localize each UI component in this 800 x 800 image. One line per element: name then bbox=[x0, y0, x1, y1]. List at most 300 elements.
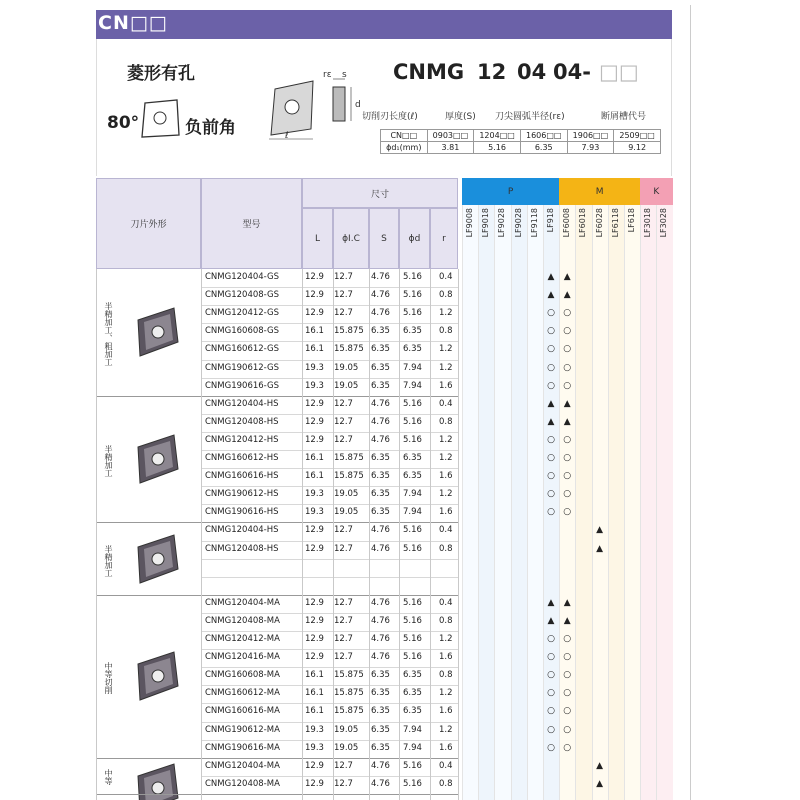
intro-panel bbox=[96, 39, 672, 176]
applicable-mark: ○ bbox=[547, 507, 555, 518]
applicable-mark: ○ bbox=[547, 434, 555, 445]
recommended-mark: ▲ bbox=[596, 760, 604, 771]
cell-model: CNMG160608-GS bbox=[205, 326, 280, 337]
cell-r: 1.2 bbox=[439, 489, 453, 500]
table-row bbox=[201, 577, 672, 595]
recommended-mark: ▲ bbox=[547, 398, 555, 409]
cell-ic: 12.7 bbox=[334, 652, 353, 663]
cell-model: CNMG190616-HS bbox=[205, 507, 279, 518]
cell-model: CNMG120408-HS bbox=[205, 416, 279, 427]
cell-s: 4.76 bbox=[371, 652, 390, 663]
ref-row-sizes bbox=[381, 130, 661, 142]
insert-angle: 80° bbox=[107, 113, 140, 133]
cell-l: 19.3 bbox=[305, 362, 324, 373]
table-row bbox=[201, 341, 672, 359]
table-row bbox=[201, 613, 672, 631]
applicable-mark: ○ bbox=[563, 706, 572, 717]
recommended-mark: ▲ bbox=[563, 290, 571, 301]
table-row bbox=[201, 414, 672, 432]
table-row bbox=[201, 631, 672, 649]
cell-s: 4.76 bbox=[371, 434, 390, 445]
cell-d: 6.35 bbox=[403, 670, 422, 681]
grade-label: LF9018 bbox=[481, 208, 491, 238]
table-row bbox=[201, 776, 672, 794]
column-divider bbox=[114, 269, 115, 800]
cell-l: 12.9 bbox=[305, 760, 324, 771]
cell-ic: 12.7 bbox=[334, 308, 353, 319]
table-row bbox=[201, 703, 672, 721]
header-col-s: S bbox=[369, 208, 399, 269]
cell-model: CNMG160612-HS bbox=[205, 453, 279, 463]
table-row bbox=[201, 432, 672, 450]
applicable-mark: ○ bbox=[547, 670, 555, 681]
cell-model: CNMG190612-MA bbox=[205, 724, 280, 735]
cell-s: 4.76 bbox=[371, 615, 390, 626]
column-divider bbox=[369, 269, 370, 800]
ref-cell: 1906□□ bbox=[567, 130, 614, 142]
cell-model: CNMG120408-HS bbox=[205, 543, 279, 554]
applicable-mark: ○ bbox=[563, 362, 572, 373]
cell-model: CNMG190616-GS bbox=[205, 380, 280, 391]
cell-ic: 15.875 bbox=[334, 670, 364, 681]
cell-r: 0.8 bbox=[439, 778, 453, 789]
cell-d: 5.16 bbox=[403, 434, 422, 445]
cell-model: CNMG120408-GS bbox=[205, 290, 280, 301]
rhombus-insert-icon bbox=[139, 97, 183, 141]
header-col-l: L bbox=[302, 208, 333, 269]
applicable-mark: ○ bbox=[547, 344, 555, 355]
cell-l: 12.9 bbox=[305, 525, 324, 536]
cell-model: CNMG120404-HS bbox=[205, 398, 279, 409]
cell-s: 6.35 bbox=[371, 362, 390, 373]
table-row bbox=[201, 758, 672, 776]
table-row bbox=[201, 685, 672, 703]
caption-length: 切削刃长度(ℓ) bbox=[362, 112, 418, 122]
table-row bbox=[201, 541, 672, 559]
group-label: 半精加工 bbox=[104, 445, 113, 478]
applicable-mark: ○ bbox=[547, 652, 555, 663]
cell-l: 19.3 bbox=[305, 489, 324, 500]
table-row bbox=[201, 378, 672, 396]
column-divider bbox=[201, 269, 202, 800]
cell-d: 6.35 bbox=[403, 688, 422, 699]
applicable-mark: ○ bbox=[563, 380, 572, 391]
cell-s: 4.76 bbox=[371, 290, 390, 301]
table-row bbox=[201, 450, 672, 468]
cell-l: 16.1 bbox=[305, 471, 324, 482]
grade-label: LF918 bbox=[546, 208, 555, 233]
applicable-mark: ○ bbox=[563, 344, 572, 355]
code-prefix: CNMG bbox=[393, 60, 465, 84]
grade-label: LF3018 bbox=[643, 208, 653, 238]
column-divider bbox=[458, 269, 459, 800]
cell-r: 0.8 bbox=[439, 416, 453, 427]
table-row bbox=[201, 595, 672, 613]
table-row bbox=[201, 323, 672, 341]
grade-label: LF9008 bbox=[465, 208, 474, 238]
header-col-ic: ϕI.C bbox=[333, 208, 369, 269]
recommended-mark: ▲ bbox=[547, 290, 555, 301]
cell-r: 1.6 bbox=[439, 706, 453, 717]
grade-label: LF6028 bbox=[594, 208, 604, 238]
cell-s: 4.76 bbox=[371, 760, 390, 771]
cell-l: 16.1 bbox=[305, 453, 324, 463]
recommended-mark: ▲ bbox=[596, 525, 604, 536]
cell-r: 1.6 bbox=[439, 742, 453, 753]
cell-l: 16.1 bbox=[305, 670, 324, 681]
cell-model: CNMG120412-GS bbox=[205, 308, 280, 319]
applicable-mark: ○ bbox=[547, 453, 555, 463]
cell-s: 6.35 bbox=[371, 724, 390, 735]
cell-model: CNMG120404-MA bbox=[205, 760, 280, 771]
cell-l: 12.9 bbox=[305, 543, 324, 554]
insert-photo-icon bbox=[124, 529, 188, 589]
applicable-mark: ○ bbox=[547, 688, 555, 699]
cell-ic: 12.7 bbox=[334, 434, 353, 445]
grade-group-p: P bbox=[462, 178, 559, 205]
cell-model: CNMG120404-GS bbox=[205, 272, 280, 282]
table-row bbox=[201, 360, 672, 378]
cell-s: 6.35 bbox=[371, 688, 390, 699]
cell-d: 7.94 bbox=[403, 742, 422, 753]
cell-s: 4.76 bbox=[371, 272, 390, 282]
cell-model: CNMG160616-HS bbox=[205, 471, 279, 482]
header-dims: 尺寸 bbox=[302, 178, 458, 208]
cell-model: CNMG190616-MA bbox=[205, 742, 280, 753]
cell-s: 4.76 bbox=[371, 543, 390, 554]
cell-model: CNMG120404-MA bbox=[205, 597, 280, 608]
caption-thickness: 厚度(S) bbox=[445, 112, 476, 122]
cell-ic: 12.7 bbox=[334, 416, 353, 427]
applicable-mark: ○ bbox=[547, 471, 555, 482]
cell-r: 0.8 bbox=[439, 326, 453, 337]
cell-r: 1.6 bbox=[439, 652, 453, 663]
cell-s: 4.76 bbox=[371, 778, 390, 789]
group-label: 中等 bbox=[104, 768, 113, 785]
cell-r: 1.6 bbox=[439, 507, 453, 518]
caption-radius: 刀尖圆弧半径(rε) bbox=[495, 112, 565, 122]
column-divider bbox=[302, 269, 303, 800]
cell-d: 7.94 bbox=[403, 724, 422, 735]
cell-d: 6.35 bbox=[403, 453, 422, 463]
cell-ic: 12.7 bbox=[334, 634, 353, 644]
cell-d: 5.16 bbox=[403, 760, 422, 771]
applicable-mark: ○ bbox=[563, 652, 572, 663]
section-title: CN□□ bbox=[98, 12, 168, 34]
code-radius: 04- bbox=[553, 60, 591, 84]
cell-r: 0.4 bbox=[439, 760, 453, 771]
ref-cell: 9.12 bbox=[614, 142, 661, 154]
cell-r: 1.2 bbox=[439, 434, 453, 445]
column-divider bbox=[430, 269, 431, 800]
applicable-mark: ○ bbox=[563, 724, 572, 735]
ref-row-diameters bbox=[381, 142, 661, 154]
group-divider bbox=[96, 794, 458, 795]
recommended-mark: ▲ bbox=[563, 615, 571, 626]
cell-l: 12.9 bbox=[305, 308, 324, 319]
cell-model: CNMG160608-MA bbox=[205, 670, 280, 681]
cell-d: 5.16 bbox=[403, 778, 422, 789]
ref-cell: 2509□□ bbox=[614, 130, 661, 142]
cell-r: 0.8 bbox=[439, 543, 453, 554]
cell-ic: 19.05 bbox=[334, 489, 359, 500]
cell-d: 5.16 bbox=[403, 634, 422, 644]
table-row bbox=[201, 722, 672, 740]
cell-model: CNMG120408-MA bbox=[205, 778, 280, 789]
cell-r: 1.2 bbox=[439, 634, 453, 644]
cell-ic: 12.7 bbox=[334, 760, 353, 771]
applicable-mark: ○ bbox=[563, 308, 572, 319]
cell-r: 0.8 bbox=[439, 615, 453, 626]
cell-r: 1.2 bbox=[439, 688, 453, 699]
cell-s: 6.35 bbox=[371, 453, 390, 463]
cell-d: 6.35 bbox=[403, 471, 422, 482]
cell-l: 12.9 bbox=[305, 652, 324, 663]
applicable-mark: ○ bbox=[547, 724, 555, 735]
cell-d: 7.94 bbox=[403, 489, 422, 500]
grade-label: LF9028 bbox=[513, 208, 523, 238]
table-row bbox=[201, 559, 672, 577]
applicable-mark: ○ bbox=[563, 670, 572, 681]
cell-r: 1.6 bbox=[439, 380, 453, 391]
cell-r: 1.2 bbox=[439, 308, 453, 319]
cell-l: 12.9 bbox=[305, 272, 324, 282]
cell-ic: 19.05 bbox=[334, 742, 359, 753]
cell-d: 5.16 bbox=[403, 525, 422, 536]
cell-model: CNMG120408-MA bbox=[205, 615, 280, 626]
group-label: 半精加工、粗加工 bbox=[104, 302, 113, 367]
ref-cell: 0903□□ bbox=[427, 130, 474, 142]
cell-d: 5.16 bbox=[403, 597, 422, 608]
grade-label: LF6118 bbox=[610, 208, 620, 238]
cell-r: 1.2 bbox=[439, 344, 453, 355]
cell-d: 5.16 bbox=[403, 652, 422, 663]
recommended-mark: ▲ bbox=[547, 272, 555, 282]
code-breaker: □□ bbox=[599, 60, 639, 84]
ref-cell: CN□□ bbox=[381, 130, 428, 142]
cell-ic: 15.875 bbox=[334, 326, 364, 337]
cell-l: 12.9 bbox=[305, 398, 324, 409]
cell-d: 5.16 bbox=[403, 543, 422, 554]
group-label: 半精加工 bbox=[104, 544, 113, 577]
table-row bbox=[201, 504, 672, 522]
grade-label: LF9028 bbox=[497, 208, 507, 238]
applicable-mark: ○ bbox=[547, 742, 555, 753]
cell-ic: 19.05 bbox=[334, 362, 359, 373]
applicable-mark: ○ bbox=[563, 434, 572, 445]
cell-model: CNMG120412-HS bbox=[205, 434, 279, 445]
recommended-mark: ▲ bbox=[563, 597, 571, 608]
cell-s: 6.35 bbox=[371, 326, 390, 337]
cell-l: 12.9 bbox=[305, 290, 324, 301]
product-table bbox=[96, 178, 672, 800]
cell-d: 5.16 bbox=[403, 308, 422, 319]
recommended-mark: ▲ bbox=[563, 272, 571, 282]
cell-s: 6.35 bbox=[371, 742, 390, 753]
cell-model: CNMG120404-HS bbox=[205, 525, 279, 536]
applicable-mark: ○ bbox=[547, 308, 555, 319]
applicable-mark: ○ bbox=[547, 380, 555, 391]
applicable-mark: ○ bbox=[563, 326, 572, 337]
cell-d: 7.94 bbox=[403, 507, 422, 518]
table-row bbox=[201, 468, 672, 486]
applicable-mark: ○ bbox=[563, 634, 572, 644]
cell-r: 1.2 bbox=[439, 362, 453, 373]
cell-l: 16.1 bbox=[305, 344, 324, 355]
ref-cell: ϕd₁(mm) bbox=[381, 142, 428, 154]
cell-s: 4.76 bbox=[371, 308, 390, 319]
ref-cell: 6.35 bbox=[520, 142, 567, 154]
rake-type: 负前角 bbox=[185, 118, 236, 138]
grade-group-m: M bbox=[559, 178, 640, 205]
grade-label: LF6018 bbox=[578, 208, 588, 238]
table-row bbox=[201, 396, 672, 414]
cell-ic: 12.7 bbox=[334, 597, 353, 608]
cell-ic: 12.7 bbox=[334, 290, 353, 301]
d-label: d bbox=[355, 100, 361, 110]
cell-l: 12.9 bbox=[305, 615, 324, 626]
cell-ic: 15.875 bbox=[334, 688, 364, 699]
recommended-mark: ▲ bbox=[596, 778, 604, 789]
ref-cell: 7.93 bbox=[567, 142, 614, 154]
header-shape: 刀片外形 bbox=[96, 178, 201, 269]
table-row bbox=[201, 287, 672, 305]
s-label: s bbox=[342, 70, 347, 80]
cell-l: 12.9 bbox=[305, 416, 324, 427]
cell-model: CNMG190612-HS bbox=[205, 489, 279, 500]
applicable-mark: ○ bbox=[563, 688, 572, 699]
recommended-mark: ▲ bbox=[547, 416, 555, 427]
cell-d: 6.35 bbox=[403, 326, 422, 337]
cell-l: 12.9 bbox=[305, 778, 324, 789]
cell-r: 0.8 bbox=[439, 670, 453, 681]
cell-d: 7.94 bbox=[403, 380, 422, 391]
applicable-mark: ○ bbox=[563, 507, 572, 518]
recommended-mark: ▲ bbox=[547, 615, 555, 626]
re-label: rε bbox=[323, 70, 332, 80]
column-divider bbox=[399, 269, 400, 800]
cell-d: 5.16 bbox=[403, 272, 422, 282]
recommended-mark: ▲ bbox=[563, 416, 571, 427]
cell-ic: 12.7 bbox=[334, 543, 353, 554]
cell-s: 6.35 bbox=[371, 706, 390, 717]
grade-label: LF9118 bbox=[529, 208, 539, 238]
cell-ic: 12.7 bbox=[334, 398, 353, 409]
cell-r: 0.4 bbox=[439, 597, 453, 608]
cell-ic: 19.05 bbox=[334, 724, 359, 735]
cell-d: 7.94 bbox=[403, 362, 422, 373]
cell-l: 12.9 bbox=[305, 434, 324, 445]
applicable-mark: ○ bbox=[563, 489, 572, 500]
cell-d: 5.16 bbox=[403, 615, 422, 626]
cell-ic: 12.7 bbox=[334, 525, 353, 536]
cell-r: 0.8 bbox=[439, 290, 453, 301]
column-divider bbox=[333, 269, 334, 800]
applicable-mark: ○ bbox=[547, 326, 555, 337]
cell-l: 19.3 bbox=[305, 507, 324, 518]
cell-model: CNMG160616-MA bbox=[205, 706, 280, 717]
applicable-mark: ○ bbox=[547, 362, 555, 373]
recommended-mark: ▲ bbox=[547, 597, 555, 608]
recommended-mark: ▲ bbox=[563, 398, 571, 409]
ref-cell: 5.16 bbox=[474, 142, 521, 154]
cell-l: 16.1 bbox=[305, 326, 324, 337]
insert-photo-icon bbox=[124, 429, 188, 489]
cell-model: CNMG120412-MA bbox=[205, 634, 280, 644]
applicable-mark: ○ bbox=[547, 706, 555, 717]
table-row bbox=[201, 740, 672, 758]
applicable-mark: ○ bbox=[563, 453, 572, 463]
cell-model: CNMG120416-MA bbox=[205, 652, 280, 663]
cell-l: 19.3 bbox=[305, 724, 324, 735]
l-label: ℓ bbox=[285, 131, 289, 141]
cell-ic: 12.7 bbox=[334, 615, 353, 626]
applicable-mark: ○ bbox=[563, 742, 572, 753]
section-header bbox=[96, 10, 672, 37]
cell-model: CNMG160612-MA bbox=[205, 688, 280, 699]
group-label: 中等切削 bbox=[104, 662, 113, 695]
cell-s: 6.35 bbox=[371, 507, 390, 518]
cell-d: 5.16 bbox=[403, 290, 422, 301]
cell-d: 6.35 bbox=[403, 706, 422, 717]
cell-s: 6.35 bbox=[371, 344, 390, 355]
header-model: 型号 bbox=[201, 178, 302, 269]
applicable-mark: ○ bbox=[547, 489, 555, 500]
code-size: 12 bbox=[477, 60, 507, 84]
cell-l: 19.3 bbox=[305, 380, 324, 391]
cell-ic: 15.875 bbox=[334, 344, 364, 355]
column-divider bbox=[96, 269, 97, 800]
cell-s: 4.76 bbox=[371, 597, 390, 608]
insert-photo-icon bbox=[124, 646, 188, 706]
cell-l: 12.9 bbox=[305, 597, 324, 608]
cell-s: 6.35 bbox=[371, 670, 390, 681]
cell-s: 4.76 bbox=[371, 398, 390, 409]
caption-breaker: 断屑槽代号 bbox=[601, 112, 647, 122]
cell-s: 6.35 bbox=[371, 380, 390, 391]
bore-diameter-table bbox=[380, 129, 661, 154]
cell-model: CNMG190612-GS bbox=[205, 362, 280, 373]
cell-r: 1.2 bbox=[439, 453, 453, 463]
grade-label: LF6008 bbox=[562, 208, 572, 238]
insert-photo-icon bbox=[124, 302, 188, 362]
table-row bbox=[201, 522, 672, 540]
cell-l: 12.9 bbox=[305, 634, 324, 644]
cell-l: 16.1 bbox=[305, 706, 324, 717]
grade-label: LF618 bbox=[627, 208, 636, 233]
cell-r: 0.4 bbox=[439, 398, 453, 409]
cell-s: 6.35 bbox=[371, 489, 390, 500]
code-thick: 04 bbox=[517, 60, 547, 84]
insert-dimension-drawing-icon bbox=[263, 67, 363, 147]
insert-type-name: 菱形有孔 bbox=[127, 64, 195, 84]
cell-s: 4.76 bbox=[371, 525, 390, 536]
cell-d: 5.16 bbox=[403, 416, 422, 427]
recommended-mark: ▲ bbox=[596, 543, 604, 554]
cell-ic: 19.05 bbox=[334, 507, 359, 518]
ref-cell: 1204□□ bbox=[474, 130, 521, 142]
cell-ic: 19.05 bbox=[334, 380, 359, 391]
cell-ic: 12.7 bbox=[334, 272, 353, 282]
applicable-mark: ○ bbox=[563, 471, 572, 482]
cell-s: 4.76 bbox=[371, 416, 390, 427]
cell-d: 5.16 bbox=[403, 398, 422, 409]
page-edge bbox=[690, 5, 691, 800]
table-row bbox=[201, 305, 672, 323]
cell-ic: 12.7 bbox=[334, 778, 353, 789]
table-row bbox=[201, 269, 672, 287]
cell-model: CNMG160612-GS bbox=[205, 344, 280, 355]
